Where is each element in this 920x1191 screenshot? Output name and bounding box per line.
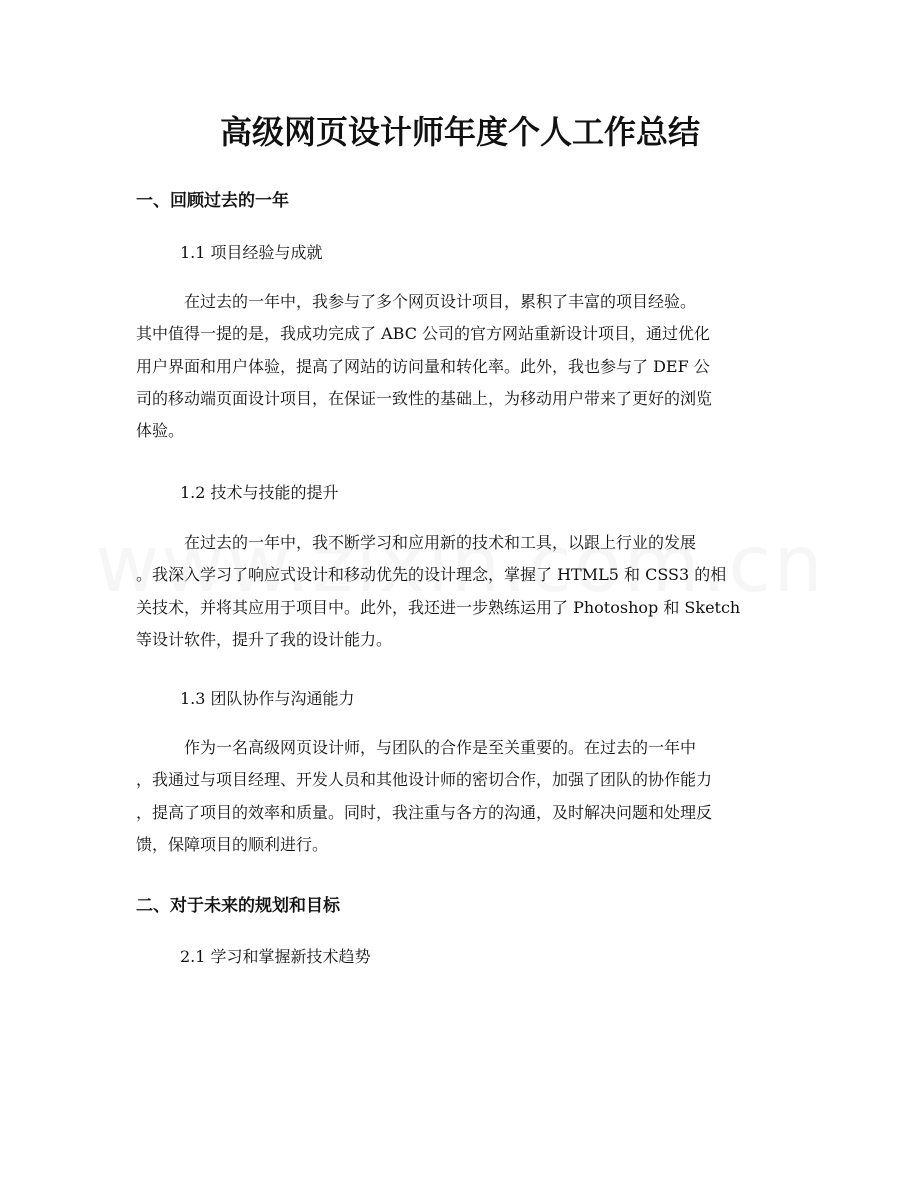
section-heading-1: 一、回顾过去的一年 [136, 191, 289, 211]
paragraph-1-2 [136, 527, 782, 656]
paragraph-line: 馈，保障项目的顺利进行。 [136, 834, 329, 854]
paragraph-line: 其中值得一提的是，我成功完成了 ABC 公司的官方网站重新设计项目，通过优化 [136, 324, 711, 344]
paragraph-1-1 [136, 286, 782, 447]
paragraph-1-3 [136, 732, 782, 861]
paragraph-line: 用户界面和用户体验，提高了网站的访问量和转化率。此外，我也参与了 DEF 公 [136, 356, 710, 376]
paragraph-line: 司的移动端页面设计项目，在保证一致性的基础上，为移动用户带来了更好的浏览 [136, 388, 713, 408]
paragraph-line: 关技术，并将其应用于项目中。此外，我还进一步熟练运用了 Photoshop 和 Sketch [136, 597, 741, 617]
paragraph-line: 体验。 [136, 421, 185, 441]
section-heading-2: 二、对于未来的规划和目标 [136, 896, 340, 916]
paragraph-line: ，提高了项目的效率和质量。同时，我注重与各方的沟通，及时解决问题和处理反 [136, 802, 713, 822]
subsection-heading-1-3: 1.3 团队协作与沟通能力 [180, 689, 355, 708]
paragraph-line: ，我通过与项目经理、开发人员和其他设计师的密切合作，加强了团队的协作能力 [136, 770, 713, 790]
subsection-heading-1-2: 1.2 技术与技能的提升 [180, 483, 339, 502]
paragraph-line: 在过去的一年中，我参与了多个网页设计项目，累积了丰富的项目经验。 [184, 292, 697, 311]
subsection-heading-2-1: 2.1 学习和掌握新技术趋势 [180, 947, 371, 966]
subsection-heading-1-1: 1.1 项目经验与成就 [180, 243, 323, 262]
paragraph-line: 等设计软件，提升了我的设计能力。 [136, 629, 393, 649]
paragraph-line: 作为一名高级网页设计师，与团队的合作是至关重要的。在过去的一年中 [184, 738, 697, 757]
paragraph-line: 。我深入学习了响应式设计和移动优先的设计理念，掌握了 HTML5 和 CSS3 的相 [136, 565, 727, 585]
document-title: 高级网页设计师年度个人工作总结 [219, 113, 700, 151]
paragraph-line: 在过去的一年中，我不断学习和应用新的技术和工具，以跟上行业的发展 [184, 533, 697, 552]
